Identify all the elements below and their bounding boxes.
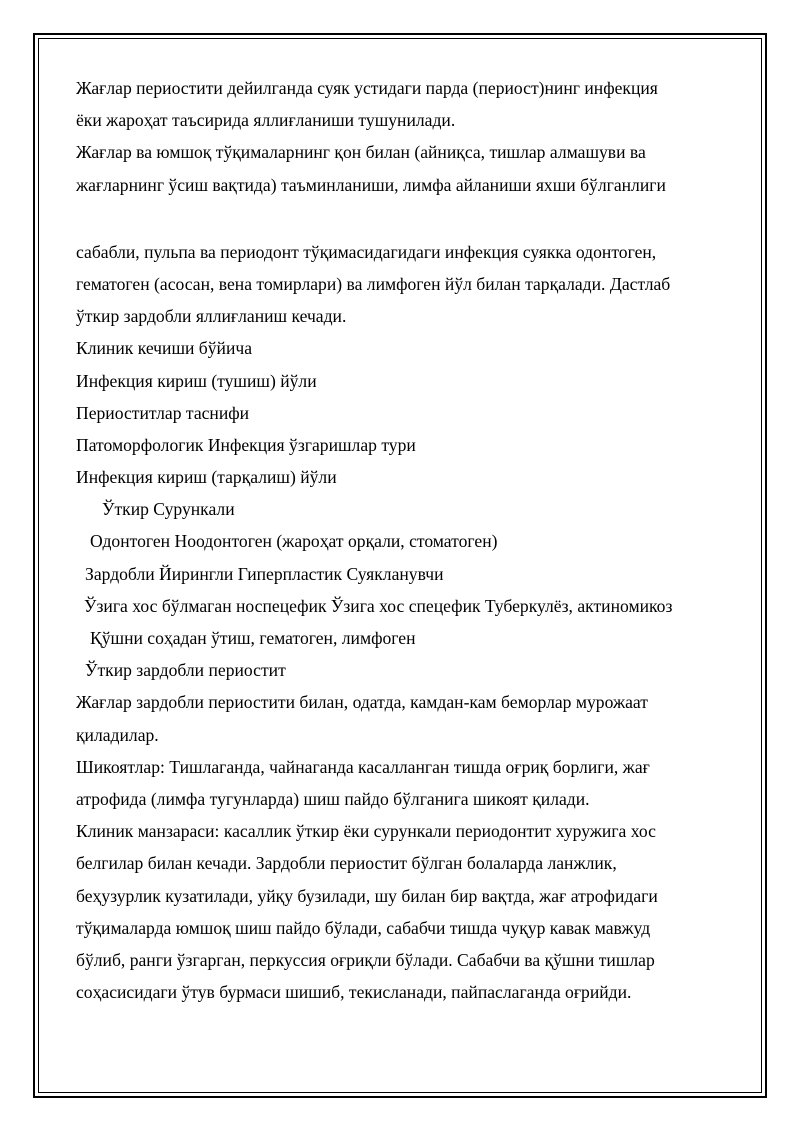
text-line: Шикоятлар: Тишлаганда, чайнаганда касалланган тишда оғриқ борлиги, жағ (76, 756, 650, 777)
classification-heading: Инфекция кириш (тарқалиш) йўли (76, 467, 337, 488)
text-line: тўқималарда юмшоқ шиш пайдо бўлади, сабабчи тишда чуқур кавак мавжуд (76, 917, 651, 938)
text-line: ёки жароҳат таъсирида яллиғланиши тушунилади. (76, 110, 456, 131)
classification-item: Зардобли Йирингли Гиперпластик Суякланувчи (85, 563, 444, 584)
text-line: Жағлар ва юмшоқ тўқималарнинг қон билан (айниқса, тишлар алмашуви ва (76, 142, 646, 163)
classification-item: Ўткир зардобли периостит (85, 660, 286, 681)
classification-heading: Клиник кечиши бўйича (76, 338, 253, 359)
text-line: бўлиб, ранги ўзгарган, перкуссия оғриқли бўлади. Сабабчи ва қўшни тишлар (76, 949, 655, 970)
classification-item: Одонтоген Ноодонтоген (жароҳат орқали, стоматоген) (90, 531, 498, 552)
text-line: белгилар билан кечади. Зардобли периостит бўлган болаларда ланжлик, (76, 853, 617, 874)
text-line: сабабли, пульпа ва периодонт тўқимасидагидаги инфекция суякка одонтоген, (76, 241, 657, 262)
text-line: соҳасисидаги ўтув бурмаси шишиб, текисланади, пайпаслаганда оғрийди. (76, 982, 632, 1003)
document-body (76, 72, 736, 1008)
text-line: гематоген (асосан, вена томирлари) ва лимфоген йўл билан тарқалади. Дастлаб (76, 273, 671, 294)
classification-item: Ўткир Сурункали (102, 499, 235, 520)
text-line: Клиник манзараси: касаллик ўткир ёки сурункали периодонтит хуружига хос (76, 821, 656, 842)
text-line: Жағлар зардобли периостити билан, одатда, камдан-кам беморлар мурожаат (76, 692, 648, 713)
text-line: ўткир зардобли яллиғланиш кечади. (76, 306, 347, 327)
text-line: атрофида (лимфа тугунларда) шиш пайдо бўлганига шикоят қилади. (76, 788, 590, 809)
classification-heading: Периоститлар таснифи (76, 402, 250, 423)
classification-heading: Инфекция кириш (тушиш) йўли (76, 370, 317, 391)
classification-item: Қўшни соҳадан ўтиш, гематоген, лимфоген (90, 628, 416, 648)
text-line: қиладилар. (76, 724, 159, 745)
text-line: беҳузурлик кузатилади, уйқу бузилади, шу билан бир вақтда, жағ атрофидаги (76, 885, 658, 906)
paragraph-gap (76, 201, 736, 236)
text-line: жағларнинг ўсиш вақтида) таъминланиши, лимфа айланиши яхши бўлганлиги (76, 174, 666, 195)
classification-heading: Патоморфологик Инфекция ўзгаришлар тури (76, 434, 416, 455)
classification-item: Ўзига хос бўлмаган носпецефик Ўзига хос спецефик Туберкулёз, актиномикоз (84, 595, 673, 616)
text-line: Жағлар периостити дейилганда суяк устидаги парда (периост)нинг инфекция (76, 78, 658, 98)
